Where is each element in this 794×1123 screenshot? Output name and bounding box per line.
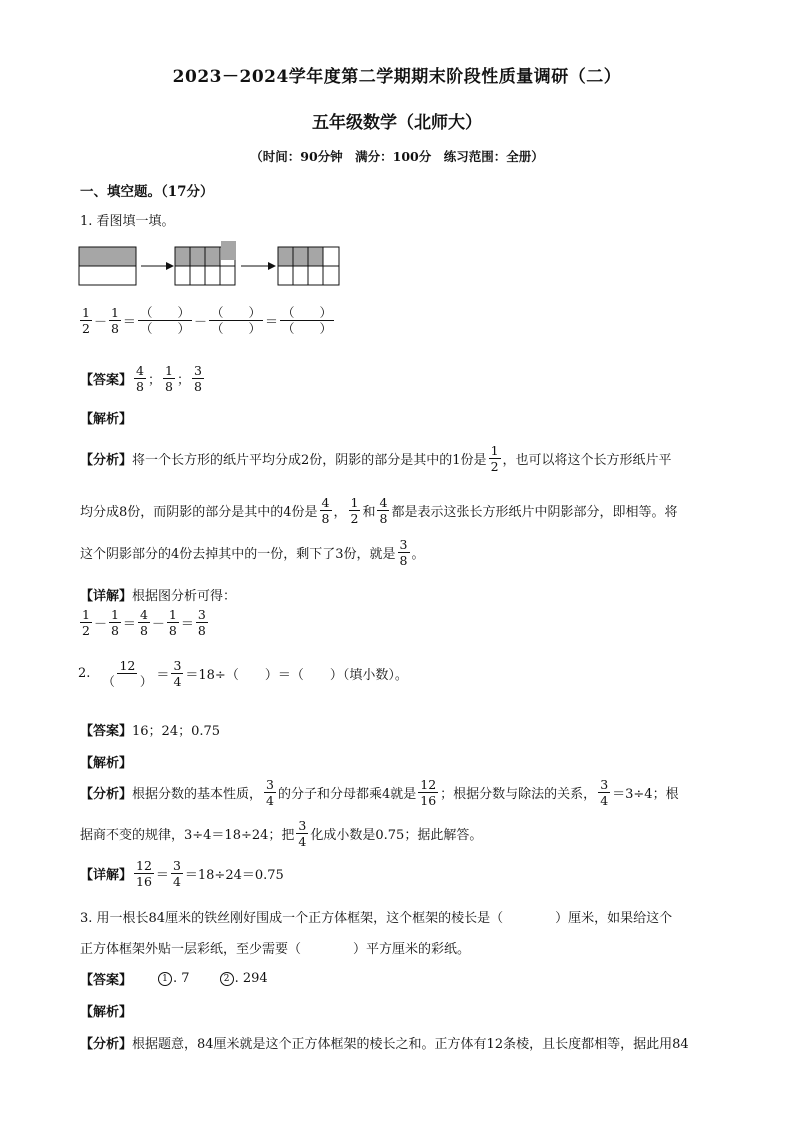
fraction: $\frac{1}{8}$ [110, 305, 119, 337]
blank-fraction[interactable]: $\frac{( )}{( )}$ [139, 305, 190, 337]
q1-analysis-line3: 这个阴影部分的4份去掉其中的一份，剩下了3份，就是 $\frac{3}{8}$ 。 [80, 537, 425, 569]
question-3-line2: 正方体框架外贴一层彩纸，至少需要（ ）平方厘米的彩纸。 [80, 942, 471, 957]
q1-detail: 【详解】 根据图分析可得： [80, 589, 237, 604]
question-2: 2. $\frac{12}{( )}$ ＝ $\frac{3}{4}$ ＝18÷（ ）＝（ ）（填小数）。 [78, 658, 408, 690]
arrow-icon [141, 262, 174, 270]
jiexi-label: 【解析】 [80, 412, 133, 427]
rectangle-diagram [78, 240, 343, 288]
q1-analysis-line1: 【分析】 将一个长方形的纸片平均分成2份，阴影的部分是其中的1份是 $\frac{1}{2}$ ，也可以将这个长方形纸片平 [80, 443, 672, 475]
exam-info: （时间：90分钟 满分：100分 练习范围：全册） [250, 149, 544, 164]
rect-halves [79, 247, 136, 285]
page-subtitle: 五年级数学（北师大） [312, 113, 482, 133]
fraction: $\frac{1}{2}$ [82, 305, 90, 337]
arrow-icon [241, 262, 276, 270]
question-1-equation: $\frac{1}{2}$ － $\frac{1}{8}$ ＝ $\frac{( )}{( )}$ － $\frac{( )}{( )}$ ＝ $\frac{( )}{( )}$ [82, 305, 333, 337]
jiexi-label: 【解析】 [80, 756, 133, 771]
q1-detail-equation: $\frac{1}{2}$ － $\frac{1}{8}$ ＝ $\frac{4}{8}$ － $\frac{1}{8}$ ＝ $\frac{3}{8}$ [82, 607, 206, 639]
question-2-answer: 【答案】 16；24；0.75 [80, 724, 221, 739]
q3-analysis: 【分析】 根据题意，84厘米就是这个正方体框架的棱长之和。正方体有12条棱，且长度都相等，据此用84 [80, 1037, 689, 1052]
blank-fraction[interactable]: $\frac{( )}{( )}$ [210, 305, 261, 337]
section-title: 一、填空题。（17分） [80, 184, 214, 200]
rect-eighths-remaining [278, 247, 339, 285]
question-1-stem: 1. 看图填一填。 [80, 214, 175, 229]
jiexi-label: 【解析】 [80, 1005, 133, 1020]
q2-analysis-line1: 【分析】 根据分数的基本性质， $\frac{3}{4}$ 的分子和分母都乘4就是 $\frac{12}{16}$ ；根据分数与除法的关系， $\frac{3}{4}$ ＝3÷4；根 [80, 777, 679, 809]
question-3-answer: 【答案】 1 . 7 2 . 294 [80, 971, 268, 988]
question-3-line1: 3. 用一根长84厘米的铁丝刚好围成一个正方体框架，这个框架的棱长是（ ）厘米，如果给这个 [80, 911, 673, 926]
q1-analysis-line2: 均分成8份，而阴影的部分是其中的4份是 $\frac{4}{8}$ ， $\frac{1}{2}$ 和 $\frac{4}{8}$ 都是表示这张长方形纸片中阴影部分，即相等。将 [80, 495, 678, 527]
page-title: 2023－2024学年度第二学期期末阶段性质量调研（二） [172, 67, 622, 87]
q2-detail: 【详解】 $\frac{12}{16}$ ＝ $\frac{3}{4}$ ＝18÷24＝0.75 [80, 858, 284, 890]
question-1-answer: 【答案】 $\frac{4}{8}$ ； $\frac{1}{8}$ ； $\frac{3}{8}$ [80, 363, 202, 395]
blank-fraction[interactable]: $\frac{( )}{( )}$ [282, 305, 333, 337]
rect-eighths-cut [175, 241, 236, 285]
q2-analysis-line2: 据商不变的规律，3÷4＝18÷24；把 $\frac{3}{4}$ 化成小数是0.75；据此解答。 [80, 818, 483, 850]
circled-number-1: 1 [158, 972, 172, 986]
circled-number-2: 2 [220, 972, 234, 986]
